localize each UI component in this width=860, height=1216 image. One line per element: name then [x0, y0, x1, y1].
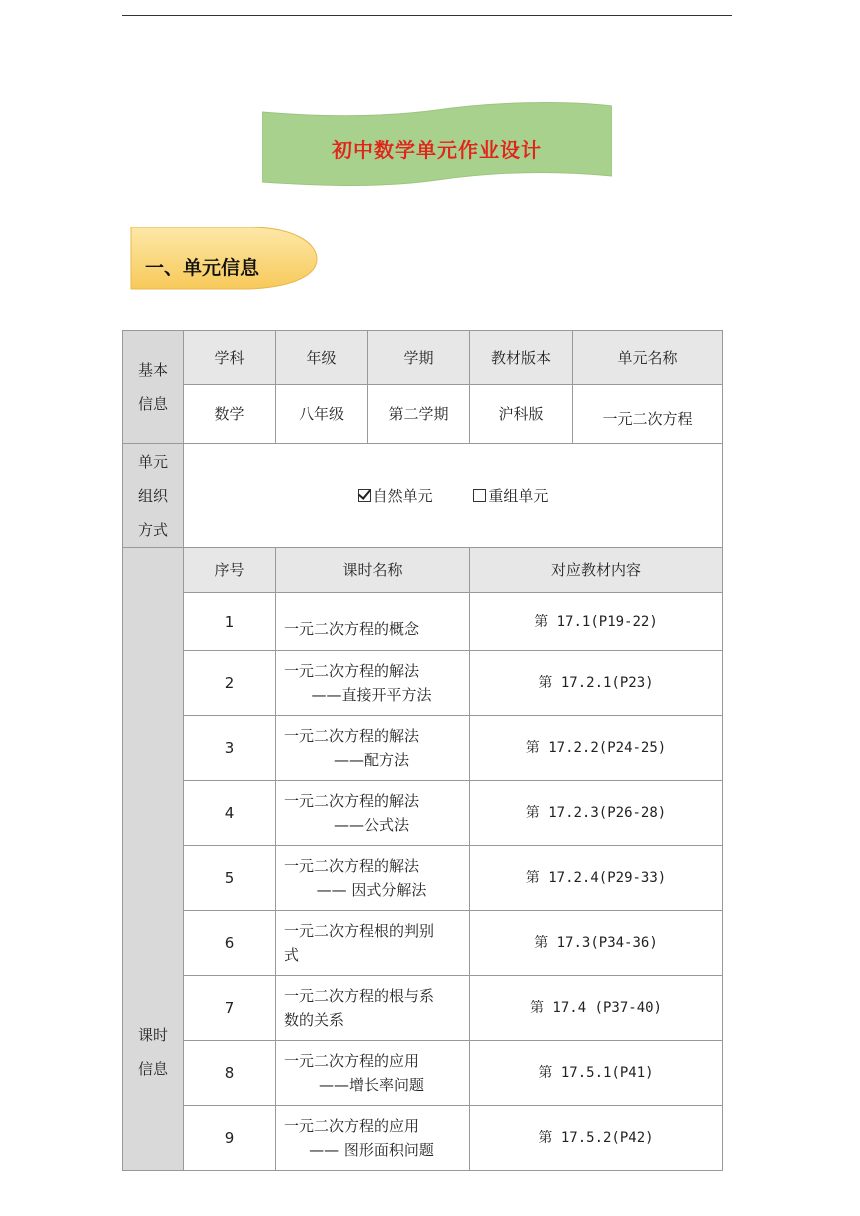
lesson-row: [123, 781, 723, 846]
lesson-row: [123, 593, 723, 651]
lesson-no: 2: [184, 651, 276, 716]
value-semester: 第二学期: [368, 385, 470, 444]
lesson-content: 第 17.4 (P37-40): [470, 976, 723, 1041]
value-grade: 八年级: [276, 385, 368, 444]
lesson-content: 第 17.2.4(P29-33): [470, 846, 723, 911]
value-unit-name: 一元二次方程: [573, 385, 723, 444]
lesson-row: [123, 846, 723, 911]
basic-info-label: 基本 信息: [123, 331, 184, 444]
lesson-content: 第 17.2.3(P26-28): [470, 781, 723, 846]
lesson-name: 一元二次方程的解法 ——直接开平方法: [276, 651, 470, 716]
lesson-name: 一元二次方程的概念: [276, 593, 470, 651]
unit-info-table: [122, 330, 723, 1171]
header-rule: [122, 15, 732, 16]
lesson-row: [123, 911, 723, 976]
lesson-header-row: [123, 548, 723, 593]
lesson-no: 8: [184, 1041, 276, 1106]
banner-title: 初中数学单元作业设计: [332, 138, 542, 162]
header-lesson-name: 课时名称: [276, 548, 470, 593]
lesson-name: 一元二次方程的解法 ——公式法: [276, 781, 470, 846]
lesson-row: [123, 651, 723, 716]
lesson-content: 第 17.2.1(P23): [470, 651, 723, 716]
section-title: 一、单元信息: [145, 257, 260, 279]
value-textbook: 沪科版: [470, 385, 573, 444]
lesson-no: 4: [184, 781, 276, 846]
org-row: [123, 444, 723, 548]
lesson-name: 一元二次方程的应用 ——增长率问题: [276, 1041, 470, 1106]
lesson-no: 5: [184, 846, 276, 911]
lesson-name: 一元二次方程的根与系 数的关系: [276, 976, 470, 1041]
lesson-no: 6: [184, 911, 276, 976]
checked-checkbox-icon[interactable]: [358, 489, 371, 502]
value-subject: 数学: [184, 385, 276, 444]
lesson-no: 3: [184, 716, 276, 781]
lesson-content: 第 17.5.2(P42): [470, 1106, 723, 1171]
org-label: 单元 组织 方式: [123, 444, 184, 548]
basic-header-row: [123, 331, 723, 385]
header-subject: 学科: [184, 331, 276, 385]
header-semester: 学期: [368, 331, 470, 385]
lesson-row: [123, 716, 723, 781]
header-textbook-content: 对应教材内容: [470, 548, 723, 593]
lesson-content: 第 17.5.1(P41): [470, 1041, 723, 1106]
lesson-row: [123, 1041, 723, 1106]
lesson-info-label: 课时 信息: [123, 548, 184, 1171]
header-no: 序号: [184, 548, 276, 593]
lesson-content: 第 17.1(P19-22): [470, 593, 723, 651]
header-unit-name: 单元名称: [573, 331, 723, 385]
option-natural-unit[interactable]: 自然单元: [358, 484, 433, 508]
lesson-name: 一元二次方程的应用 —— 图形面积问题: [276, 1106, 470, 1171]
lesson-no: 7: [184, 976, 276, 1041]
lesson-row: [123, 1106, 723, 1171]
title-banner: [262, 100, 612, 188]
unchecked-checkbox-icon[interactable]: [473, 489, 486, 502]
header-grade: 年级: [276, 331, 368, 385]
section-heading: [129, 227, 319, 291]
basic-value-row: [123, 385, 723, 444]
lesson-no: 9: [184, 1106, 276, 1171]
lesson-row: [123, 976, 723, 1041]
lesson-name: 一元二次方程根的判别 式: [276, 911, 470, 976]
lesson-name: 一元二次方程的解法 —— 因式分解法: [276, 846, 470, 911]
option-regrouped-unit[interactable]: 重组单元: [473, 484, 548, 508]
lesson-name: 一元二次方程的解法 ——配方法: [276, 716, 470, 781]
org-options: [184, 444, 723, 548]
lesson-content: 第 17.3(P34-36): [470, 911, 723, 976]
header-textbook: 教材版本: [470, 331, 573, 385]
lesson-content: 第 17.2.2(P24-25): [470, 716, 723, 781]
lesson-no: 1: [184, 593, 276, 651]
